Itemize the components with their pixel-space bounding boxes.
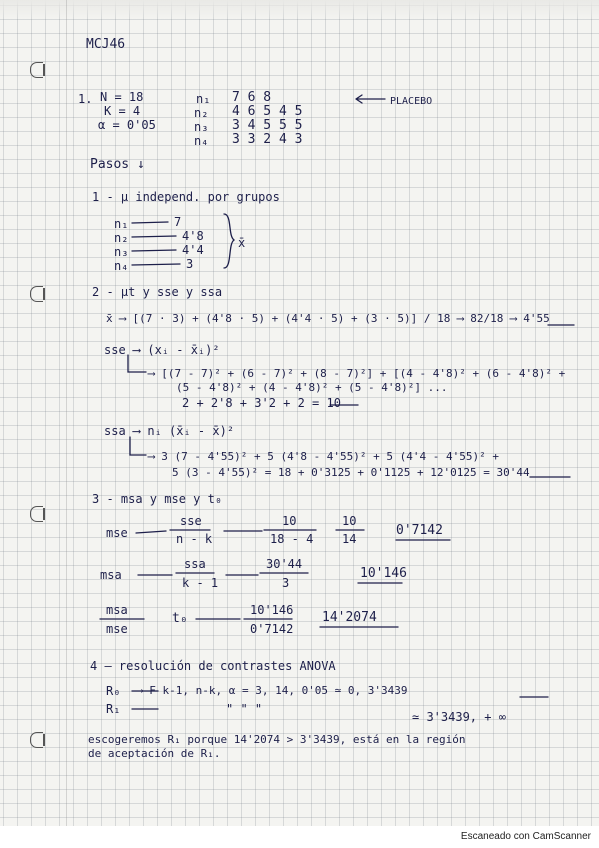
given-n: N = 18 xyxy=(100,90,144,104)
row-label-n1: n₁ xyxy=(196,92,211,106)
row-values-n1: 7 6 8 xyxy=(232,90,272,105)
step2-ssa-line2: 5 (3 - 4'55)² = 18 + 0'3125 + 0'1125 + 12'0125 = 30'44 xyxy=(172,466,530,479)
t-den2: 0'7142 xyxy=(250,622,294,636)
msa-den: k - 1 xyxy=(182,576,219,590)
t0-symbol: t₀ xyxy=(172,611,188,626)
step2-sse-line3: 2 + 2'8 + 3'2 + 2 = 10 xyxy=(182,396,341,410)
row-values-n3: 3 4 5 5 5 xyxy=(232,118,303,133)
t-num2: 10'146 xyxy=(250,603,294,617)
row-label-n4: n₄ xyxy=(194,134,209,148)
r1-line: ≃ 3'3439, + ∞ xyxy=(412,710,506,724)
step1-item-n3: n₃ xyxy=(114,245,129,259)
step1-value-4: 3 xyxy=(186,257,194,271)
step2-sse-line1: ⟶ [(7 - 7)² + (6 - 7)² + (8 - 7)²] + [(4 - 4'8)² + (6 - 4'8)² + xyxy=(148,367,566,380)
step1-title: 1 - μ independ. por grupos xyxy=(92,190,280,204)
r1-label: R₁ xyxy=(106,702,121,716)
step2-xbar-formula: x̄ ⟶ [(7 · 3) + (4'8 · 5) + (4'4 · 5) + (3 · 5)] / 18 ⟶ 82/18 ⟶ 4'55 xyxy=(106,312,550,325)
mse-den2: 18 - 4 xyxy=(270,532,314,546)
header-code: MCJ46 xyxy=(86,37,126,52)
step1-value-3: 4'4 xyxy=(182,243,204,257)
step3-title: 3 - msa y mse y t₀ xyxy=(92,492,223,506)
mse-num: sse xyxy=(180,514,202,528)
mse-num2: 10 xyxy=(282,514,297,528)
r0-label: R₀ xyxy=(106,684,121,698)
mse-result: 0'7142 xyxy=(396,523,443,538)
mse-lhs: mse xyxy=(106,526,128,540)
step4-title: 4 — resolución de contrastes ANOVA xyxy=(90,659,336,673)
step1-item-n4: n₄ xyxy=(114,259,129,273)
step1-xbar: x̄ xyxy=(238,236,246,250)
given-k: K = 4 xyxy=(104,104,141,118)
row-values-n4: 3 3 2 4 3 xyxy=(232,132,303,147)
step2-sse-line2: (5 - 4'8)² + (4 - 4'8)² + (5 - 4'8)²] ... xyxy=(176,381,448,394)
mse-num3: 10 xyxy=(342,514,357,528)
step1-value-2: 4'8 xyxy=(182,229,204,243)
conclusion-line-1: escogeremos R₁ porque 14'2074 > 3'3439, está en la región xyxy=(88,733,466,746)
row-label-n2: n₂ xyxy=(194,106,209,120)
scanner-watermark: Escaneado con CamScanner xyxy=(460,831,591,842)
t-result: 14'2074 xyxy=(322,610,377,625)
mse-den3: 14 xyxy=(342,532,357,546)
r1-ditto: " " " xyxy=(226,702,263,716)
msa-num2: 30'44 xyxy=(266,557,303,571)
msa-num: ssa xyxy=(184,557,206,571)
step2-ssa-line1: ⟶ 3 (7 - 4'55)² + 5 (4'8 - 4'55)² + 5 (4'4 - 4'55)² + xyxy=(148,450,499,463)
problem-number: 1. xyxy=(78,92,93,106)
row-values-n2: 4 6 5 4 5 xyxy=(232,104,303,119)
msa-den2: 3 xyxy=(282,576,290,590)
given-alpha: α = 0'05 xyxy=(98,118,156,132)
step1-item-n2: n₂ xyxy=(114,231,129,245)
step1-item-n1: n₁ xyxy=(114,217,129,231)
t-den: mse xyxy=(106,622,128,636)
conclusion-line-2: de aceptación de R₁. xyxy=(88,747,221,760)
step2-sse-label: sse ⟶ (xᵢ - x̄ᵢ)² xyxy=(104,343,220,357)
t-num: msa xyxy=(106,603,128,617)
placebo-label: PLACEBO xyxy=(390,96,433,107)
row-label-n3: n₃ xyxy=(194,120,209,134)
step2-ssa-label: ssa ⟶ nᵢ (x̄ᵢ - x̄)² xyxy=(104,424,235,438)
r0-line: ⟶ F k-1, n-k, α = 3, 14, 0'05 ≃ 0, 3'3439 xyxy=(136,684,408,697)
pasos-title: Pasos ↓ xyxy=(90,157,145,172)
step2-title: 2 - μt y sse y ssa xyxy=(92,285,223,299)
step1-value-1: 7 xyxy=(174,215,182,229)
msa-lhs: msa xyxy=(100,568,122,582)
msa-result: 10'146 xyxy=(360,566,407,581)
mse-den: n - k xyxy=(176,532,213,546)
